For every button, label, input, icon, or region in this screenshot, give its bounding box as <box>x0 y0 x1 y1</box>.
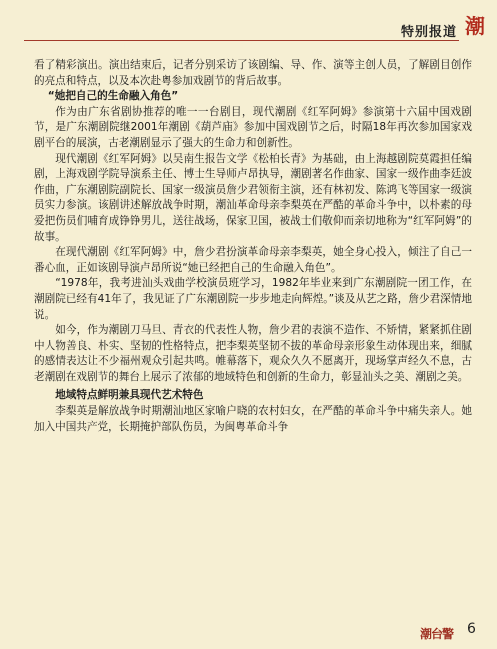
section-title: 特别报道 <box>400 25 457 40</box>
paragraph: 看了精彩演出。演出结束后，记者分别采访了该剧编、导、作、演等主创人员，了解剧目创作的亮点和特点，以及本次赴粤参加戏剧节的背后故事。 <box>34 59 472 87</box>
paragraph: 如今，作为潮剧刀马旦、青衣的代表性人物，詹少君的表演不造作、不矫情，紧紧抓住剧中人物善良、朴实、坚韧的性格特点，把李梨英坚韧不拔的革命母亲形象生动体现出来，细腻的感情表达让不少福州观众引起共鸣。帷幕落下，观众久久不愿离开，现场掌声经久不息，古老潮剧在戏剧节的舞台上展示了浓郁的地域特色和创新的生命力，彰显汕头之美、潮剧之美。 <box>34 324 472 383</box>
paragraph: 作为由广东省剧协推荐的唯一一台剧目，现代潮剧《红军阿姆》参演第十六届中国戏剧节，是广东潮剧院继2001年潮剧《葫芦庙》参加中国戏剧节之后，时隔18年再次参加国家戏剧平台的展演，古老潮剧显示了强大的生命力和创新性。 <box>34 105 472 149</box>
paragraph: 李梨英是解放战争时期潮汕地区家喻户晓的农村妇女，在严酷的革命斗争中痛失亲人。她加入中国共产党，长期掩护部队伤员，为闽粤革命斗争 <box>34 405 472 433</box>
paragraph: 在现代潮剧《红军阿姆》中，詹少君扮演革命母亲李梨英，她全身心投入，倾注了自己一番心血，正如该剧导演卢昂所说“她已经把自己的生命融入角色”。 <box>34 246 472 274</box>
page-number: 6 <box>467 621 476 637</box>
footer-logo: 潮台警 <box>420 627 454 641</box>
subheading: 地域特点鲜明兼具现代艺术特色 <box>55 389 204 402</box>
article-body <box>34 58 472 435</box>
page-header <box>0 0 497 44</box>
seal-logo-icon: 潮 <box>465 14 485 38</box>
header-divider <box>24 40 459 41</box>
paragraph: “1978年，我考进汕头戏曲学校演员班学习，1982年毕业来到广东潮剧院一团工作，在潮剧院已经有41年了，我见证了广东潮剧院一步步地走向辉煌。”谈及从艺之路，詹少君深情地说。 <box>34 277 472 321</box>
subheading: “她把自己的生命融入角色” <box>47 90 179 103</box>
paragraph: 现代潮剧《红军阿姆》以吴南生报告文学《松柏长青》为基础，由上海越剧院莫霞担任编剧，上海戏剧学院导演系主任、博士生导师卢昂执导，潮剧著名作曲家、国家一级作曲李廷波作曲，广东潮剧院副院长、国家一级演员詹少君领衔主演，还有林初发、陈鸿飞等国家一级演员实力参演。该剧讲述解放战争时期，潮汕革命母亲李梨英在严酷的革命斗争中，以朴素的母爱把伤员们哺育成铮铮男儿，送往战场，保家卫国，被战士们敬仰而亲切地称为“红军阿姆”的故事。 <box>34 152 472 243</box>
